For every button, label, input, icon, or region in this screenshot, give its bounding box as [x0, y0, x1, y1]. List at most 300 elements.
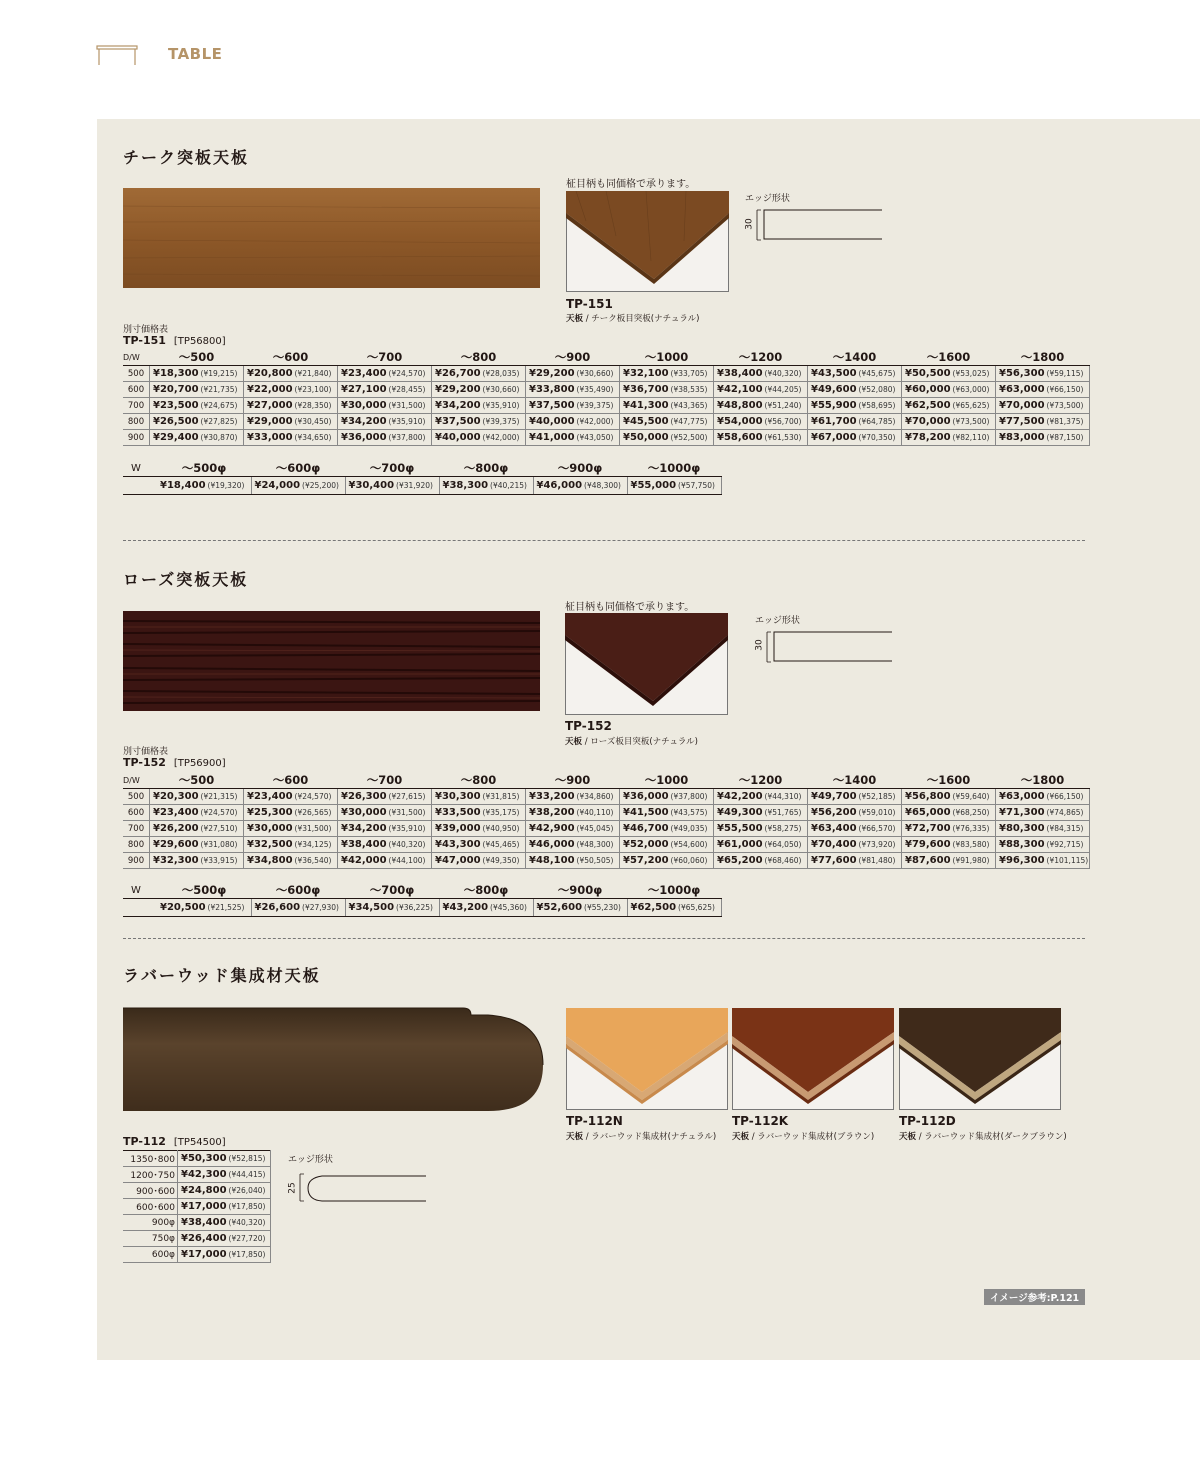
- sample-tp112k: [732, 1008, 894, 1110]
- price-cell: [244, 382, 338, 398]
- price-with-tax: (¥28,350): [294, 401, 332, 410]
- round-size-header: ～800φ: [439, 882, 533, 899]
- round-size-header: ～1000φ: [627, 882, 721, 899]
- price-cell: [338, 853, 432, 869]
- price-cell: [432, 837, 526, 853]
- price-cell: [150, 837, 244, 853]
- price: ¥26,600: [254, 902, 301, 913]
- price: ¥30,000: [247, 823, 293, 834]
- price-cell: [526, 366, 620, 382]
- table-row: [123, 398, 1090, 414]
- price-with-tax: (¥35,490): [576, 385, 614, 394]
- price-cell: [432, 414, 526, 430]
- price: ¥70,400: [811, 839, 857, 850]
- price: ¥50,500: [905, 368, 951, 379]
- price-cell: [620, 837, 714, 853]
- code-tp152: TP-152 [TP56900]: [123, 756, 226, 769]
- price-with-tax: (¥17,850): [228, 1202, 266, 1211]
- price-cell: [526, 382, 620, 398]
- price-with-tax: (¥35,910): [388, 417, 426, 426]
- price-with-tax: (¥23,100): [294, 385, 332, 394]
- model-tp112d: TP-112D: [899, 1114, 956, 1128]
- price: ¥71,300: [999, 807, 1045, 818]
- price-with-tax: (¥50,505): [576, 856, 614, 865]
- width-header: ～1600: [902, 772, 996, 789]
- width-header: ～600: [244, 772, 338, 789]
- price-cell: [533, 899, 627, 917]
- size-label: 600φ: [123, 1247, 178, 1263]
- price-cell: [526, 414, 620, 430]
- round-price-table-rose: [123, 882, 722, 917]
- price-with-tax: (¥38,535): [670, 385, 708, 394]
- price-with-tax: (¥48,300): [576, 840, 614, 849]
- price-with-tax: (¥56,700): [764, 417, 802, 426]
- price: ¥43,200: [442, 902, 489, 913]
- price: ¥38,400: [717, 368, 763, 379]
- price-with-tax: (¥24,570): [388, 369, 426, 378]
- price-cell: [526, 853, 620, 869]
- price-with-tax: (¥81,480): [858, 856, 896, 865]
- price-cell: [150, 382, 244, 398]
- price-cell: [150, 789, 244, 805]
- price-cell: [996, 853, 1090, 869]
- price: ¥29,600: [153, 839, 199, 850]
- width-header: ～500: [150, 772, 244, 789]
- price-with-tax: (¥92,715): [1046, 840, 1084, 849]
- edge-dim-teak: 30: [744, 218, 755, 230]
- desc-tp112k: 天板 / ラバーウッド集成材(ブラウン): [732, 1132, 875, 1142]
- price: ¥55,900: [811, 400, 857, 411]
- price: ¥50,000: [623, 432, 669, 443]
- price: ¥30,000: [341, 400, 387, 411]
- price-cell: [244, 430, 338, 446]
- price-with-tax: (¥66,150): [1046, 792, 1084, 801]
- desc-tp112d: 天板 / ラバーウッド集成材(ダークブラウン): [899, 1132, 1067, 1142]
- price-with-tax: (¥51,240): [764, 401, 802, 410]
- price-with-tax: (¥34,860): [576, 792, 614, 801]
- price: ¥72,700: [905, 823, 951, 834]
- price-with-tax: (¥21,315): [200, 792, 238, 801]
- price: ¥30,400: [348, 480, 395, 491]
- price: ¥52,000: [623, 839, 669, 850]
- price: ¥70,000: [905, 416, 951, 427]
- width-header: ～1000: [620, 349, 714, 366]
- price: ¥65,000: [905, 807, 951, 818]
- price: ¥77,500: [999, 416, 1045, 427]
- size-label: 600･600: [123, 1199, 178, 1215]
- price-with-tax: (¥31,500): [388, 401, 426, 410]
- price-with-tax: (¥63,000): [952, 385, 990, 394]
- price-with-tax: (¥73,500): [952, 417, 990, 426]
- price-with-tax: (¥40,110): [576, 808, 614, 817]
- round-size-header: ～900φ: [533, 882, 627, 899]
- price-cell: [526, 430, 620, 446]
- price: ¥48,800: [717, 400, 763, 411]
- price: ¥17,000: [181, 1201, 227, 1212]
- price-with-tax: (¥34,125): [294, 840, 332, 849]
- price: ¥63,000: [999, 384, 1045, 395]
- price: ¥40,000: [435, 432, 481, 443]
- price-cell: [178, 1167, 271, 1183]
- price-with-tax: (¥37,800): [670, 792, 708, 801]
- price: ¥38,300: [442, 480, 489, 491]
- image-reference-badge: イメージ参考:P.121: [984, 1289, 1085, 1305]
- price: ¥23,400: [247, 791, 293, 802]
- price-cell: [996, 382, 1090, 398]
- price-with-tax: (¥21,840): [294, 369, 332, 378]
- price-cell: [902, 853, 996, 869]
- price: ¥41,000: [529, 432, 575, 443]
- price: ¥26,400: [181, 1233, 227, 1244]
- price-with-tax: (¥24,570): [200, 808, 238, 817]
- price-with-tax: (¥37,800): [388, 433, 426, 442]
- table-row: [123, 1183, 271, 1199]
- depth-label: 700: [123, 398, 150, 414]
- price-with-tax: (¥34,650): [294, 433, 332, 442]
- price-with-tax: (¥30,870): [200, 433, 238, 442]
- round-size-header: ～500φ: [157, 460, 251, 477]
- corner-dw: D/W: [123, 349, 150, 366]
- price-with-tax: (¥101,115): [1046, 856, 1089, 865]
- price-with-tax: (¥39,375): [576, 401, 614, 410]
- price: ¥67,000: [811, 432, 857, 443]
- price-with-tax: (¥52,815): [228, 1154, 266, 1163]
- price: ¥37,500: [435, 416, 481, 427]
- price-cell: [714, 430, 808, 446]
- price-cell: [244, 366, 338, 382]
- size-table-label-teak: 別寸価格表: [123, 325, 169, 335]
- table-row: [123, 1247, 271, 1263]
- grain-note-rose: 柾目柄も同価格で承ります。: [565, 602, 695, 613]
- price-cell: [808, 789, 902, 805]
- price-with-tax: (¥30,450): [294, 417, 332, 426]
- price-table-rubberwood: [123, 1150, 271, 1263]
- price-cell: [338, 398, 432, 414]
- price: ¥30,300: [435, 791, 481, 802]
- depth-label: 700: [123, 821, 150, 837]
- price-cell: [714, 366, 808, 382]
- price: ¥43,500: [811, 368, 857, 379]
- price-with-tax: (¥68,250): [952, 808, 990, 817]
- price-cell: [157, 899, 251, 917]
- price-cell: [244, 789, 338, 805]
- price: ¥63,000: [999, 791, 1045, 802]
- price-cell: [150, 398, 244, 414]
- price-cell: [150, 853, 244, 869]
- size-label: 900･600: [123, 1183, 178, 1199]
- price: ¥20,300: [153, 791, 199, 802]
- price-with-tax: (¥64,785): [858, 417, 896, 426]
- price: ¥25,300: [247, 807, 293, 818]
- table-row: [123, 366, 1090, 382]
- price-with-tax: (¥43,575): [670, 808, 708, 817]
- width-header: ～1000: [620, 772, 714, 789]
- price-cell: [808, 382, 902, 398]
- price-cell: [902, 398, 996, 414]
- price: ¥42,200: [717, 791, 763, 802]
- price-with-tax: (¥61,530): [764, 433, 802, 442]
- price: ¥29,400: [153, 432, 199, 443]
- price-with-tax: (¥40,320): [228, 1218, 266, 1227]
- price: ¥20,700: [153, 384, 199, 395]
- price: ¥29,200: [529, 368, 575, 379]
- rose-board-image: [123, 611, 540, 711]
- round-size-header: ～700φ: [345, 460, 439, 477]
- price-with-tax: (¥31,080): [200, 840, 238, 849]
- width-header: ～900: [526, 349, 620, 366]
- price-cell: [526, 789, 620, 805]
- price-with-tax: (¥31,815): [482, 792, 520, 801]
- width-header: ～1400: [808, 349, 902, 366]
- price: ¥46,700: [623, 823, 669, 834]
- price: ¥41,300: [623, 400, 669, 411]
- price: ¥83,000: [999, 432, 1045, 443]
- price: ¥42,900: [529, 823, 575, 834]
- price-cell: [150, 414, 244, 430]
- price-table-header: [123, 349, 1090, 366]
- price: ¥39,000: [435, 823, 481, 834]
- price-cell: [996, 805, 1090, 821]
- price-with-tax: (¥64,050): [764, 840, 802, 849]
- price-cell: [178, 1215, 271, 1231]
- price-cell: [996, 398, 1090, 414]
- price: ¥20,500: [160, 902, 206, 913]
- price: ¥49,600: [811, 384, 857, 395]
- price-cell: [439, 899, 533, 917]
- price-cell: [178, 1151, 271, 1167]
- price-cell: [996, 414, 1090, 430]
- desc-tp112n: 天板 / ラバーウッド集成材(ナチュラル): [566, 1132, 717, 1142]
- width-header: ～1600: [902, 349, 996, 366]
- price-with-tax: (¥30,660): [576, 369, 614, 378]
- price-with-tax: (¥58,695): [858, 401, 896, 410]
- price-with-tax: (¥35,910): [388, 824, 426, 833]
- price-with-tax: (¥19,320): [207, 481, 245, 490]
- price: ¥26,300: [341, 791, 387, 802]
- price-cell: [244, 414, 338, 430]
- depth-label: 900: [123, 853, 150, 869]
- price-cell: [150, 805, 244, 821]
- price: ¥37,500: [529, 400, 575, 411]
- price-cell: [533, 477, 627, 495]
- price-with-tax: (¥40,215): [490, 481, 527, 490]
- table-row: [123, 1151, 271, 1167]
- price: ¥56,200: [811, 807, 857, 818]
- depth-label: 600: [123, 805, 150, 821]
- price: ¥36,000: [623, 791, 669, 802]
- price: ¥23,400: [153, 807, 199, 818]
- price-with-tax: (¥43,050): [576, 433, 614, 442]
- price-cell: [244, 821, 338, 837]
- model-tp151: TP-151: [566, 297, 613, 311]
- table-row: [123, 853, 1090, 869]
- price: ¥62,500: [905, 400, 951, 411]
- price-with-tax: (¥40,320): [764, 369, 802, 378]
- price: ¥32,300: [153, 855, 199, 866]
- price: ¥23,400: [341, 368, 387, 379]
- price: ¥18,400: [160, 480, 206, 491]
- price-cell: [244, 398, 338, 414]
- price-cell: [620, 805, 714, 821]
- price-cell: [526, 805, 620, 821]
- price-cell: [808, 414, 902, 430]
- round-table-header: [123, 882, 721, 899]
- price-with-tax: (¥58,275): [764, 824, 802, 833]
- price: ¥30,000: [341, 807, 387, 818]
- table-row: [123, 821, 1090, 837]
- price: ¥46,000: [536, 480, 583, 491]
- price-cell: [620, 382, 714, 398]
- price-with-tax: (¥76,335): [952, 824, 990, 833]
- price: ¥88,300: [999, 839, 1045, 850]
- edge-profile-rubberwood: [298, 1170, 430, 1206]
- edge-dim-rubberwood: 25: [287, 1182, 298, 1194]
- code-tp151: TP-151 [TP56800]: [123, 334, 226, 347]
- price: ¥87,600: [905, 855, 951, 866]
- price-with-tax: (¥40,950): [482, 824, 520, 833]
- price: ¥70,000: [999, 400, 1045, 411]
- price-cell: [620, 366, 714, 382]
- price: ¥55,500: [717, 823, 763, 834]
- price-cell: [714, 821, 808, 837]
- price-cell: [620, 821, 714, 837]
- table-row: [123, 382, 1090, 398]
- price-with-tax: (¥28,455): [388, 385, 426, 394]
- price: ¥54,000: [717, 416, 763, 427]
- price-cell: [627, 477, 721, 495]
- price-with-tax: (¥70,350): [858, 433, 896, 442]
- table-icon: [96, 44, 138, 66]
- price: ¥43,300: [435, 839, 481, 850]
- price-cell: [808, 837, 902, 853]
- price-cell: [432, 789, 526, 805]
- price-with-tax: (¥49,035): [670, 824, 708, 833]
- price: ¥58,600: [717, 432, 763, 443]
- round-price-table-teak: [123, 460, 722, 495]
- desc-tp151: 天板 / チーク板目突板(ナチュラル): [566, 314, 700, 324]
- price: ¥34,200: [341, 416, 387, 427]
- price-cell: [902, 414, 996, 430]
- price-table-teak: [123, 349, 1090, 446]
- width-header: ～1200: [714, 349, 808, 366]
- edge-dim-rose: 30: [754, 639, 765, 651]
- price: ¥38,400: [341, 839, 387, 850]
- price-with-tax: (¥55,230): [584, 903, 621, 912]
- price: ¥78,200: [905, 432, 951, 443]
- price-with-tax: (¥52,185): [858, 792, 896, 801]
- width-header: ～1200: [714, 772, 808, 789]
- price-cell: [714, 382, 808, 398]
- price-with-tax: (¥91,980): [952, 856, 990, 865]
- price-with-tax: (¥17,850): [228, 1250, 266, 1259]
- price-with-tax: (¥57,750): [678, 481, 715, 490]
- round-size-header: ～700φ: [345, 882, 439, 899]
- price-with-tax: (¥65,625): [952, 401, 990, 410]
- price: ¥27,100: [341, 384, 387, 395]
- price: ¥42,000: [341, 855, 387, 866]
- price-with-tax: (¥36,225): [396, 903, 433, 912]
- price-with-tax: (¥87,150): [1046, 433, 1084, 442]
- round-size-header: ～900φ: [533, 460, 627, 477]
- size-table-label-rose: 別寸価格表: [123, 747, 169, 757]
- size-label: 1350･800: [123, 1151, 178, 1167]
- price-with-tax: (¥45,360): [490, 903, 527, 912]
- code-tp112: TP-112 [TP54500]: [123, 1135, 226, 1148]
- price-with-tax: (¥54,600): [670, 840, 708, 849]
- width-header: ～1800: [996, 772, 1090, 789]
- price-with-tax: (¥28,035): [482, 369, 520, 378]
- price-cell: [526, 398, 620, 414]
- price-with-tax: (¥35,910): [482, 401, 520, 410]
- width-header: ～1400: [808, 772, 902, 789]
- table-row: [123, 1215, 271, 1231]
- price-with-tax: (¥24,675): [200, 401, 238, 410]
- price-cell: [808, 805, 902, 821]
- price-with-tax: (¥44,310): [764, 792, 802, 801]
- price-cell: [251, 477, 345, 495]
- price-cell: [714, 414, 808, 430]
- price-cell: [345, 899, 439, 917]
- price: ¥79,600: [905, 839, 951, 850]
- edge-label-rubberwood: エッジ形状: [288, 1155, 333, 1165]
- price: ¥33,500: [435, 807, 481, 818]
- price-cell: [996, 821, 1090, 837]
- price-with-tax: (¥65,625): [678, 903, 715, 912]
- price-with-tax: (¥26,565): [294, 808, 332, 817]
- price: ¥57,200: [623, 855, 669, 866]
- table-row: [123, 789, 1090, 805]
- w-label: W: [123, 460, 157, 477]
- round-size-header: ～1000φ: [627, 460, 721, 477]
- price-cell: [150, 366, 244, 382]
- depth-label: 800: [123, 837, 150, 853]
- size-label: 1200･750: [123, 1167, 178, 1183]
- price-with-tax: (¥31,500): [294, 824, 332, 833]
- price: ¥22,000: [247, 384, 293, 395]
- price: ¥63,400: [811, 823, 857, 834]
- price-with-tax: (¥33,915): [200, 856, 238, 865]
- rubberwood-board-image: [123, 1005, 548, 1113]
- sample-tp112d: [899, 1008, 1061, 1110]
- price: ¥26,200: [153, 823, 199, 834]
- price-cell: [338, 837, 432, 853]
- width-header: ～700: [338, 349, 432, 366]
- round-size-header: ～800φ: [439, 460, 533, 477]
- price: ¥32,500: [247, 839, 293, 850]
- section-divider: [123, 540, 1085, 541]
- section-title-rose: ローズ突板天板: [123, 570, 249, 589]
- price: ¥80,300: [999, 823, 1045, 834]
- price-cell: [714, 805, 808, 821]
- price: ¥33,000: [247, 432, 293, 443]
- price-cell: [714, 853, 808, 869]
- price: ¥49,700: [811, 791, 857, 802]
- depth-label: 900: [123, 430, 150, 446]
- price: ¥36,700: [623, 384, 669, 395]
- round-size-header: ～600φ: [251, 882, 345, 899]
- table-row: [123, 1199, 271, 1215]
- price: ¥56,300: [999, 368, 1045, 379]
- price-cell: [902, 837, 996, 853]
- price-cell: [808, 821, 902, 837]
- price-cell: [345, 477, 439, 495]
- width-header: ～800: [432, 349, 526, 366]
- table-row: [123, 430, 1090, 446]
- price-cell: [178, 1231, 271, 1247]
- price: ¥42,300: [181, 1169, 227, 1180]
- price-with-tax: (¥44,205): [764, 385, 802, 394]
- price-with-tax: (¥82,110): [952, 433, 990, 442]
